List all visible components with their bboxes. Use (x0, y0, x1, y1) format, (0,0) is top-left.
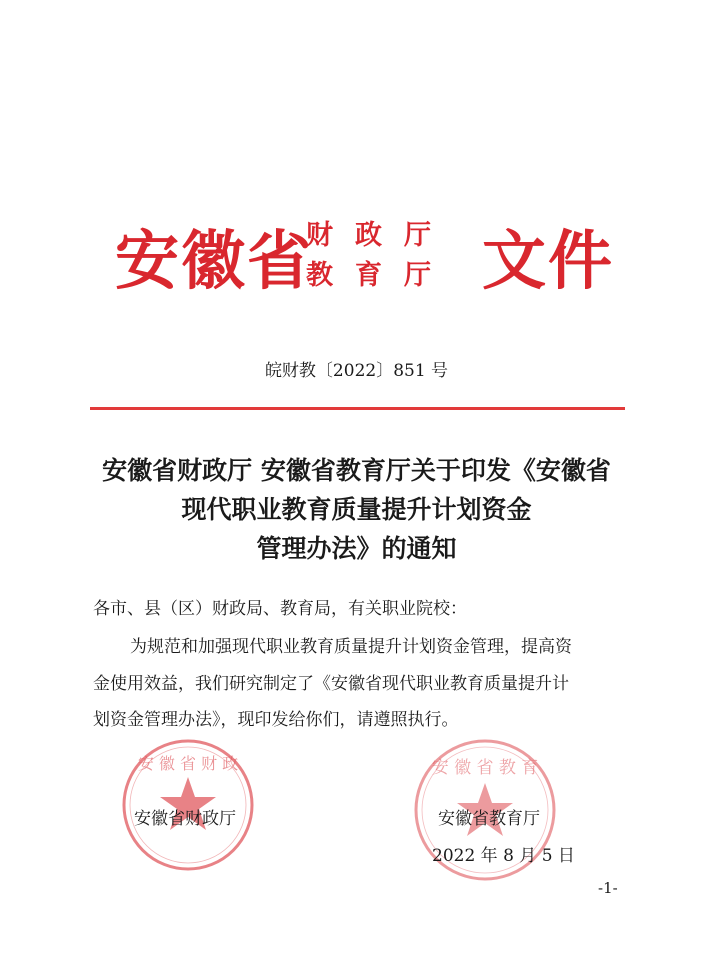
title-line-3: 管理办法》的通知 (256, 534, 457, 563)
issue-date: 2022 年 8 月 5 日 (432, 846, 575, 866)
recipients-line: 各市、县（区）财政局、教育局，有关职业院校： (93, 599, 467, 619)
finance-department-seal (118, 735, 258, 875)
svg-text:安 徽 省 财 政: 安 徽 省 财 政 (137, 754, 239, 773)
signature-finance-department: 安徽省财政厅 (134, 809, 236, 829)
body-line-3: 划资金管理办法》，现印发给你们，请遵照执行。 (93, 710, 459, 730)
header-divider (90, 407, 625, 410)
header-issuer-left: 安徽省 (115, 224, 313, 299)
body-line-2: 金使用效益，我们研究制定了《安徽省现代职业教育质量提升计 (93, 674, 569, 694)
signature-education-department: 安徽省教育厅 (438, 809, 540, 829)
header-document-label: 文件 (482, 224, 614, 299)
svg-text:安 徽 省 教 育: 安 徽 省 教 育 (431, 758, 539, 778)
header-issuer-line1: 财政厅 (306, 220, 453, 251)
header-issuer-line2: 教育厅 (306, 260, 453, 291)
title-line-2: 现代职业教育质量提升计划资金 (181, 495, 532, 524)
page-number: -1- (598, 879, 618, 897)
document-number: 皖财教〔2022〕851 号 (264, 361, 449, 381)
title-line-1: 安徽省财政厅 安徽省教育厅关于印发《安徽省 (102, 456, 611, 485)
body-line-1: 为规范和加强现代职业教育质量提升计划资金管理，提高资 (130, 637, 572, 657)
